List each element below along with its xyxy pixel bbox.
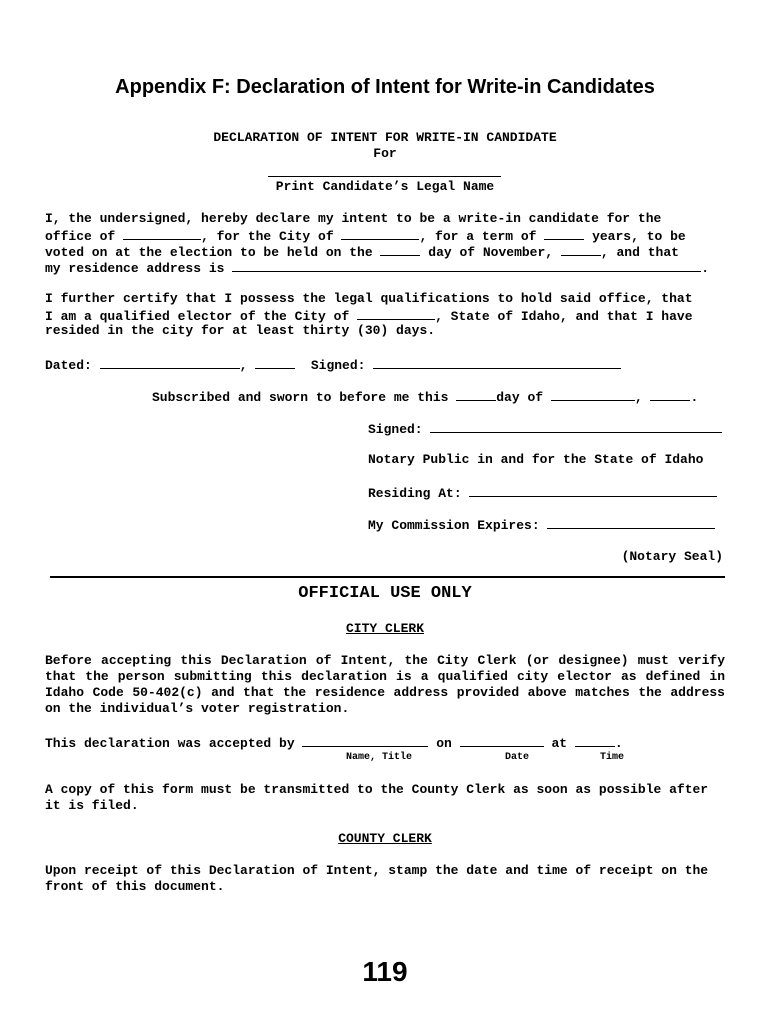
term-years-field[interactable] [544,227,584,240]
declaration-line-1: I, the undersigned, hereby declare my intent to be a write-in candidate for the [45,211,662,226]
candidate-name-field[interactable] [268,176,501,177]
page-number: 119 [362,956,408,987]
notary-residing-field[interactable] [469,484,717,497]
dated-date-field[interactable] [100,356,240,369]
commission-line: My Commission Expires: [368,516,715,533]
certify-line-3: resided in the city for at least thirty (30) days. [45,323,436,338]
accepted-date-field[interactable] [460,734,544,747]
election-day-field[interactable] [380,243,420,256]
form-heading: DECLARATION OF INTENT FOR WRITE-IN CANDIDATE [213,130,557,145]
dated-year-field[interactable] [255,356,295,369]
city-clerk-heading: CITY CLERK [345,621,424,636]
accepted-line: This declaration was accepted by on at . [45,736,623,751]
caption-name-title: Name, Title [346,752,413,763]
sworn-month-field[interactable] [551,388,635,401]
certify-line-1: I further certify that I possess the legal qualifications to hold said office, that [45,291,693,306]
commission-expires-field[interactable] [547,516,715,529]
elector-city-field[interactable] [357,307,435,320]
subscribed-line: Subscribed and sworn to before me this day of , . [152,390,699,405]
certify-line-2: I am a qualified elector of the City of , State of Idaho, and that I have [45,309,693,324]
caption-time: Time [600,752,625,763]
candidate-signature-field[interactable] [373,356,621,369]
page-title: Appendix F: Declaration of Intent for Write-in Candidates [115,76,655,98]
county-clerk-heading: COUNTY CLERK [338,831,432,846]
office-field[interactable] [123,227,201,240]
accepted-by-field[interactable] [302,734,428,747]
official-use-heading: OFFICIAL USE ONLY [298,584,472,603]
declaration-line-4: my residence address is . [45,261,710,276]
city-field[interactable] [341,227,419,240]
notary-public-label: Notary Public in and for the State of Idaho [368,452,704,467]
notary-signature-field[interactable] [430,420,722,433]
copy-paragraph: A copy of this form must be transmitted to the County Clerk as soon as possible after it is filed. [45,782,709,813]
dated-line: Dated: , Signed: [45,356,621,373]
residing-line: Residing At: [368,484,717,501]
declaration-line-2: office of , for the City of , for a term of years, to be [45,229,686,244]
form-for-label: For [373,146,397,161]
sworn-day-field[interactable] [456,388,496,401]
sworn-year-field[interactable] [650,388,690,401]
caption-date: Date [505,752,530,763]
city-clerk-paragraph: Before accepting this Declaration of Intent, the City Clerk (or designee) must verify that the person submitting this declaration is a qualified city elector as defined in Idaho Code 50-402(c) and that the residence address provided above matches the address on the individual’s voter registration. [45,653,725,716]
county-clerk-paragraph: Upon receipt of this Declaration of Intent, stamp the date and time of receipt on the front of this document. [45,863,709,894]
election-year-field[interactable] [561,243,601,256]
notary-signed-line: Signed: [368,420,722,437]
section-divider [50,576,725,578]
declaration-line-3: voted on at the election to be held on the day of November, , and that [45,245,679,260]
notary-seal-label: (Notary Seal) [621,549,723,564]
residence-address-field[interactable] [232,259,701,272]
accepted-time-field[interactable] [575,734,615,747]
candidate-name-caption: Print Candidate’s Legal Name [275,179,495,194]
